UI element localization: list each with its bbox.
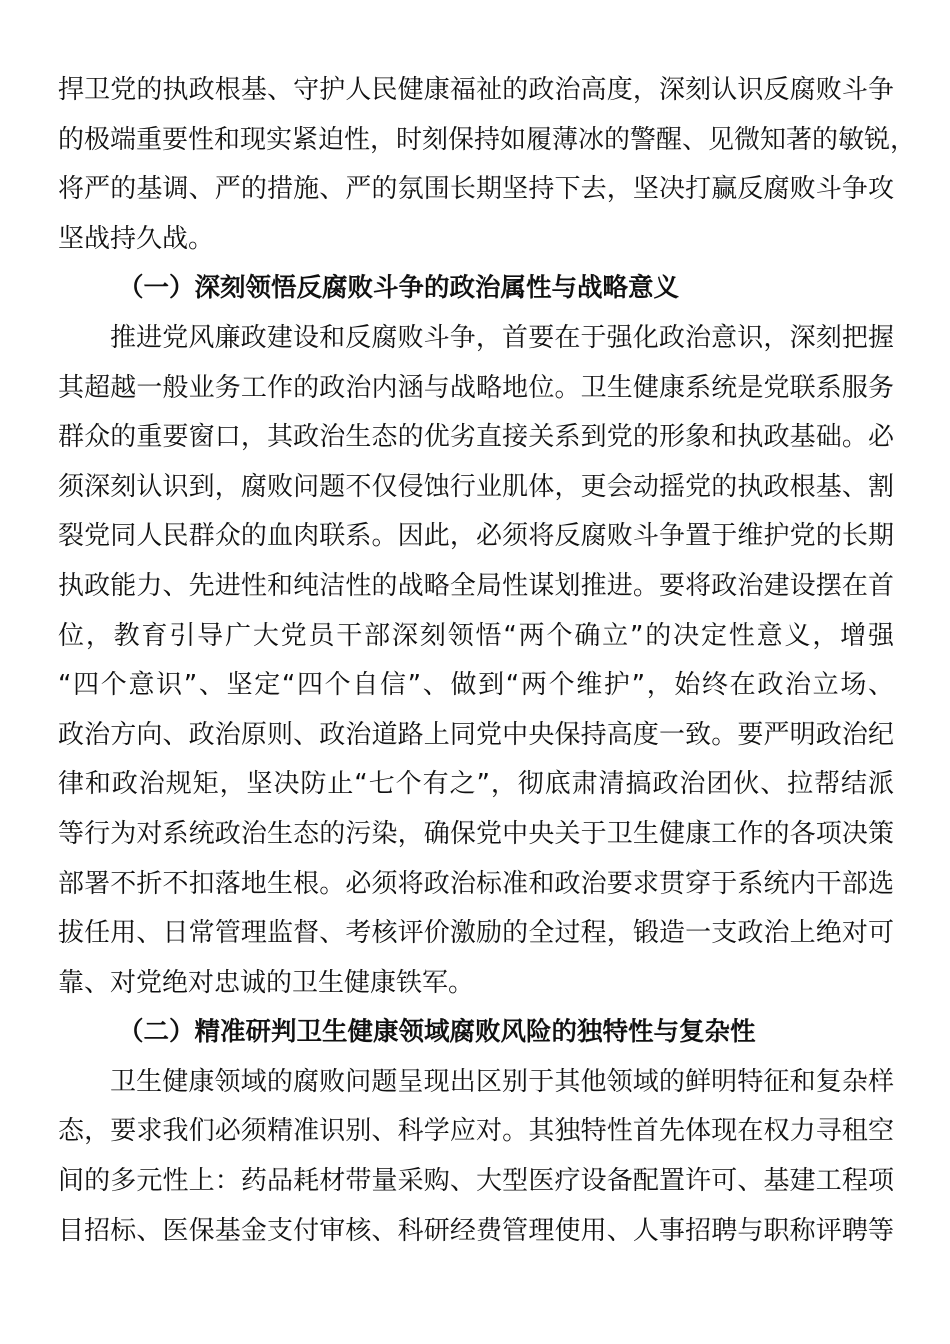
section-1-line: 等行为对系统政治生态的污染，确保党中央关于卫生健康工作的各项决策 [58, 818, 894, 849]
section-1-line: “四个意识”、坚定“四个自信”、做到“两个维护”，始终在政治立场、 [58, 670, 894, 701]
section-1-line: 其超越一般业务工作的政治内涵与战略地位。卫生健康系统是党联系服务 [58, 372, 894, 403]
section-1-line: 裂党同人民群众的血肉联系。因此，必须将反腐败斗争置于维护党的长期 [58, 521, 894, 552]
section-2-line: 卫生健康领域的腐败问题呈现出区别于其他领域的鲜明特征和复杂样 [110, 1066, 894, 1097]
intro-line: 捍卫党的执政根基、守护人民健康福祉的政治高度，深刻认识反腐败斗争 [58, 75, 894, 105]
section-1-line: 须深刻认识到，腐败问题不仅侵蚀行业肌体，更会动摇党的执政根基、割 [58, 471, 894, 502]
section-1-line: 政治方向、政治原则、政治道路上同党中央保持高度一致。要严明政治纪 [58, 719, 894, 750]
section-2-line: 态，要求我们必须精准识别、科学应对。其独特性首先体现在权力寻租空 [58, 1116, 894, 1147]
section-1-line: 部署不折不扣落地生根。必须将政治标准和政治要求贯穿于系统内干部选 [58, 868, 894, 899]
section-1-line: 靠、对党绝对忠诚的卫生健康铁军。 [58, 967, 475, 998]
section-1-line: 执政能力、先进性和纯洁性的战略全局性谋划推进。要将政治建设摆在首 [58, 570, 894, 601]
section-1-line: 拔任用、日常管理监督、考核评价激励的全过程，锻造一支政治上绝对可 [58, 918, 894, 949]
intro-line: 坚战持久战。 [58, 223, 215, 254]
intro-line: 将严的基调、严的措施、严的氛围长期坚持下去，坚决打赢反腐败斗争攻 [58, 174, 894, 205]
section-2-line: 目招标、医保基金支付审核、科研经费管理使用、人事招聘与职称评聘等 [58, 1215, 894, 1246]
section-2-heading: （二）精准研判卫生健康领域腐败风险的独特性与复杂性 [118, 1017, 756, 1048]
intro-line: 的极端重要性和现实紧迫性，时刻保持如履薄冰的警醒、见微知著的敏锐， [58, 124, 917, 155]
section-1-line: 群众的重要窗口，其政治生态的优劣直接关系到党的形象和执政基础。必 [58, 422, 894, 453]
document-page [58, 66, 917, 1256]
section-1-line: 位，教育引导广大党员干部深刻领悟“两个确立”的决定性意义，增强 [58, 620, 894, 651]
section-1-line: 推进党风廉政建设和反腐败斗争，首要在于强化政治意识，深刻把握 [110, 322, 894, 353]
section-1-line: 律和政治规矩，坚决防止“七个有之”，彻底肃清搞政治团伙、拉帮结派 [58, 769, 894, 800]
section-1-heading: （一）深刻领悟反腐败斗争的政治属性与战略意义 [118, 273, 680, 304]
section-2-line: 间的多元性上：药品耗材带量采购、大型医疗设备配置许可、基建工程项 [58, 1166, 894, 1197]
document-body [58, 66, 917, 1256]
